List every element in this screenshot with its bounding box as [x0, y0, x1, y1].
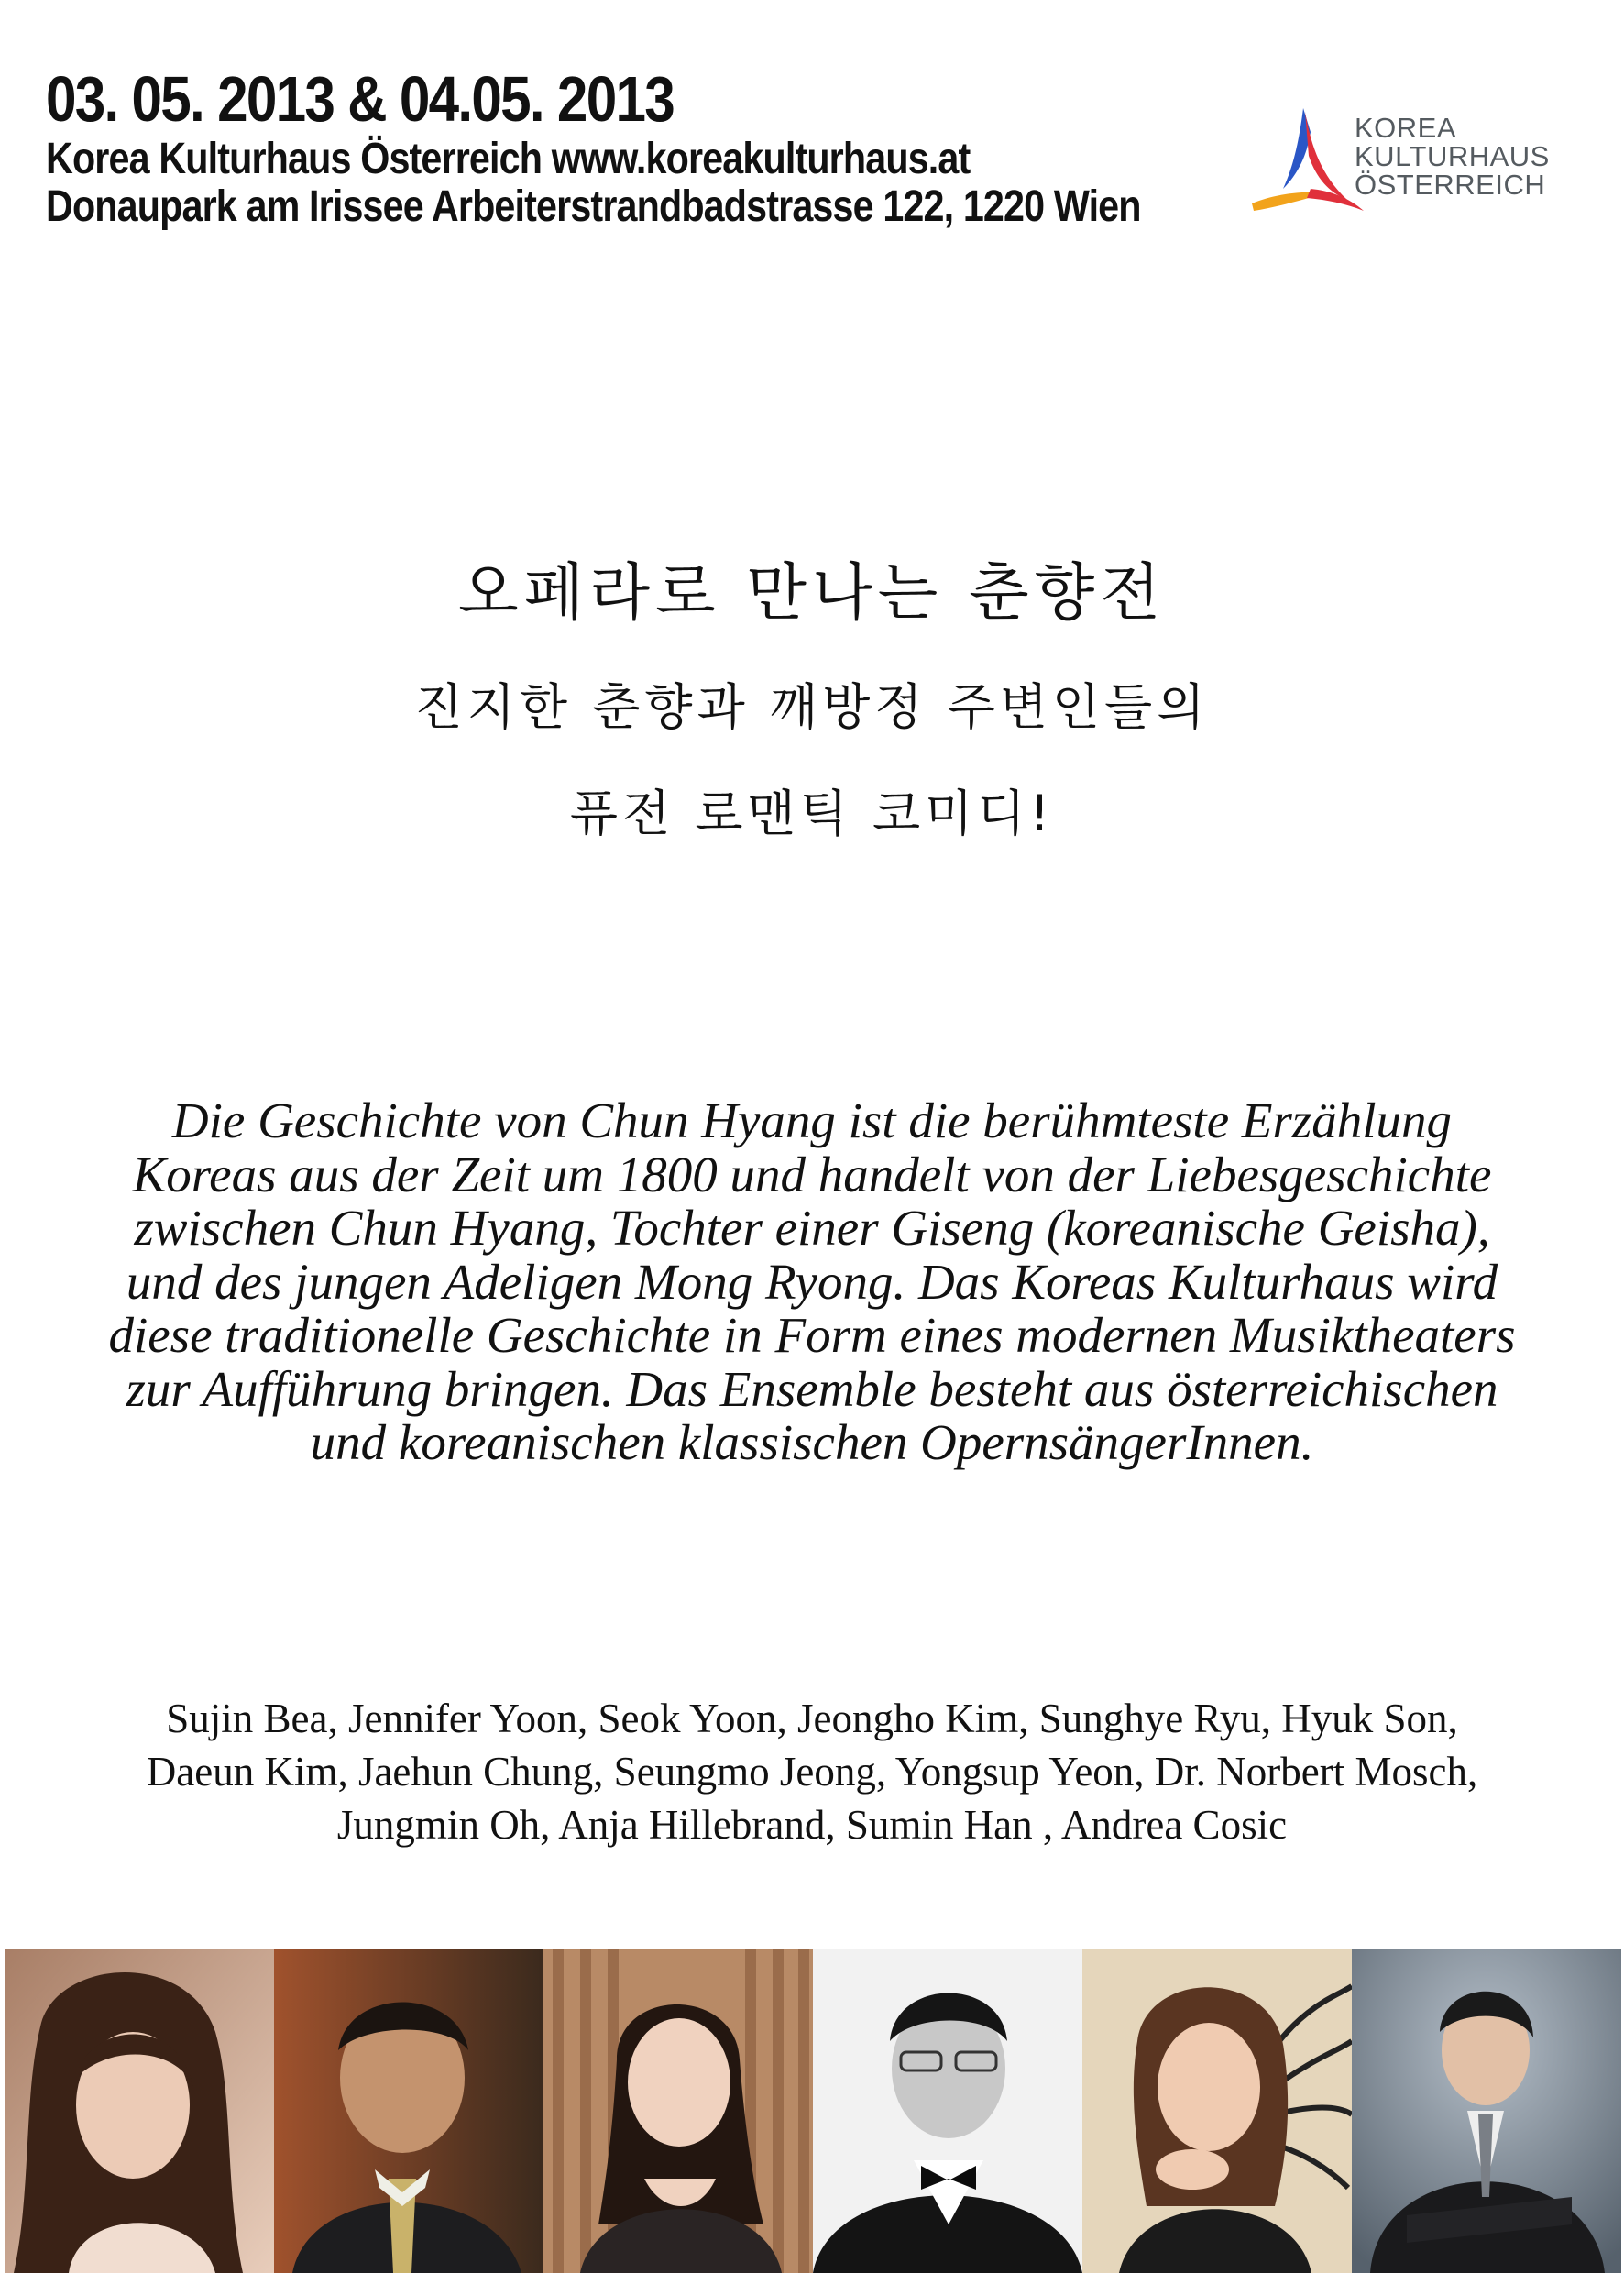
cast-photo-2: [274, 1949, 543, 2273]
korean-title: 오페라로 만나는 춘향전: [457, 557, 1167, 630]
description-line: zwischen Chun Hyang, Tochter einer Giseng (koreanische Geisha),: [134, 1200, 1490, 1256]
venue-line: Korea Kulturhaus Österreich www.koreakulturhaus.at: [46, 135, 971, 183]
logo-line-kulturhaus: KULTURHAUS: [1355, 140, 1550, 172]
german-description: [55, 1094, 1569, 1470]
cast-list: [46, 1692, 1578, 1851]
address-line: Donaupark am Irissee Arbeiterstrandbadstrasse 122, 1220 Wien: [46, 182, 1141, 231]
logo-line-korea: KOREA: [1355, 112, 1457, 144]
korean-subtitle-line-1: 진지한 춘향과 깨방정 주변인들의: [414, 678, 1210, 736]
portrait-woman-sepia-icon: [5, 1949, 274, 2273]
description-line: diese traditionelle Geschichte in Form eines modernen Musiktheaters: [108, 1307, 1516, 1363]
description-line: zur Aufführung bringen. Das Ensemble besteht aus österreichischen: [126, 1360, 1498, 1417]
portrait-man-jacket-icon: [1352, 1949, 1621, 2273]
cast-line: Daeun Kim, Jaehun Chung, Seungmo Jeong, Yongsup Yeon, Dr. Norbert Mosch,: [146, 1749, 1478, 1795]
portrait-man-suit-icon: [274, 1949, 543, 2273]
korean-subtitle-line-2: 퓨전 로맨틱 코미디!: [569, 785, 1055, 842]
korea-kulturhaus-logo: [1246, 101, 1558, 220]
cast-photo-3: [543, 1949, 813, 2273]
cast-photo-5: [1082, 1949, 1352, 2273]
event-date: 03. 05. 2013 & 04.05. 2013: [46, 63, 674, 135]
logo-wordmark: [1355, 114, 1550, 199]
description-line: Die Geschichte von Chun Hyang ist die berühmteste Erzählung: [171, 1093, 1453, 1148]
cast-line: Sujin Bea, Jennifer Yoon, Seok Yoon, Jeongho Kim, Sunghye Ryu, Hyuk Son,: [166, 1696, 1458, 1741]
cast-photo-1: [5, 1949, 274, 2273]
description-line: und koreanischen klassischen OpernsängerInnen.: [310, 1414, 1314, 1470]
logo-line-oesterreich: ÖSTERREICH: [1355, 169, 1546, 201]
cast-photo-6: [1352, 1949, 1621, 2273]
cast-line: Jungmin Oh, Anja Hillebrand, Sumin Han , Andrea Cosic: [336, 1802, 1288, 1848]
description-line: Koreas aus der Zeit um 1800 und handelt von der Liebesgeschichte: [132, 1146, 1492, 1202]
portrait-woman-smiling-icon: [543, 1949, 813, 2273]
cast-photo-4: [813, 1949, 1082, 2273]
portrait-man-bowtie-icon: [813, 1949, 1082, 2273]
cast-photo-strip: [5, 1949, 1622, 2273]
portrait-woman-feathers-icon: [1082, 1949, 1352, 2273]
description-line: und des jungen Adeligen Mong Ryong. Das Koreas Kulturhaus wird: [126, 1253, 1498, 1310]
event-header: [46, 62, 1237, 231]
